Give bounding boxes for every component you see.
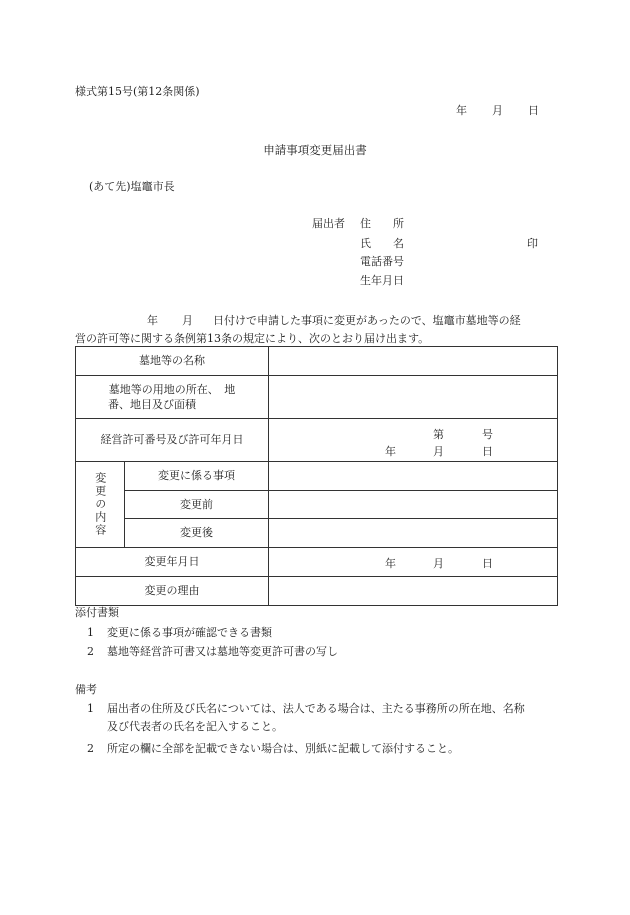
attachment-item	[87, 627, 272, 638]
location-field[interactable]	[269, 376, 558, 419]
date-month-label: 月	[492, 104, 503, 117]
after-label: 変更後	[125, 519, 269, 548]
permit-label: 経営許可番号及び許可年月日	[76, 419, 269, 462]
intro-line1: 日付けで申請した事項に変更があったので、塩竈市墓地等の経	[213, 314, 521, 327]
note-line2: 及び代表者の氏名を記入すること。	[107, 720, 283, 733]
applicant-address-label: 住 所	[360, 217, 404, 230]
attachments-title: 添付書類	[75, 606, 119, 619]
change-item-label: 変更に係る事項	[125, 462, 269, 491]
addressee: (あて先)塩竈市長	[89, 180, 175, 193]
intro-year: 年	[147, 314, 158, 327]
attachment-item	[87, 646, 338, 657]
date-day-label: 日	[528, 104, 539, 117]
permit-day: 日	[482, 445, 493, 458]
change-item-field[interactable]	[269, 462, 558, 491]
permit-go: 号	[482, 428, 493, 441]
permit-month: 月	[433, 445, 444, 458]
before-field[interactable]	[269, 491, 558, 519]
document-title: 申請事項変更届出書	[263, 143, 367, 157]
note-item	[87, 740, 557, 758]
change-date-month: 月	[433, 557, 444, 570]
reason-label: 変更の理由	[76, 577, 269, 606]
applicant-label: 届出者	[312, 217, 345, 230]
facility-name-label: 墓地等の名称	[76, 347, 269, 376]
note-item	[87, 700, 557, 736]
intro-paragraph	[75, 312, 555, 348]
facility-name-field[interactable]	[269, 347, 558, 376]
note-num: 1	[87, 702, 94, 715]
seal-mark: 印	[527, 237, 538, 250]
change-date-field[interactable]	[269, 548, 558, 577]
attachment-num: 2	[87, 645, 94, 658]
date-year-label: 年	[456, 104, 467, 117]
form-number: 様式第15号(第12条関係)	[75, 85, 200, 98]
note-line1: 届出者の住所及び氏名については、法人である場合は、主たる事務所の所在地、名称	[107, 702, 525, 715]
applicant-phone-label: 電話番号	[360, 255, 404, 268]
change-date-day: 日	[482, 557, 493, 570]
intro-month: 月	[182, 314, 193, 327]
applicant-birthdate-label: 生年月日	[360, 274, 404, 287]
location-label-line1: 墓地等の用地の所在、 地	[108, 382, 236, 396]
after-field[interactable]	[269, 519, 558, 548]
change-notice-table	[75, 346, 558, 606]
attachment-text: 変更に係る事項が確認できる書類	[107, 626, 272, 639]
attachment-num: 1	[87, 626, 94, 639]
permit-field[interactable]	[269, 419, 558, 462]
location-label	[76, 376, 269, 419]
intro-line2: 営の許可等に関する条例第13条の規定により、次のとおり届け出ます。	[75, 332, 430, 345]
applicant-name-label: 氏 名	[360, 237, 404, 250]
note-num: 2	[87, 742, 94, 755]
before-label: 変更前	[125, 491, 269, 519]
change-content-label: 変更の内容	[93, 472, 107, 537]
change-date-year: 年	[385, 557, 396, 570]
change-date-label: 変更年月日	[76, 548, 269, 577]
reason-field[interactable]	[269, 577, 558, 606]
permit-dai: 第	[433, 428, 444, 441]
location-label-line2: 番、地目及び面積	[108, 398, 196, 411]
change-content-label-cell	[76, 462, 125, 548]
attachment-text: 墓地等経営許可書又は墓地等変更許可書の写し	[107, 645, 338, 658]
permit-year: 年	[385, 445, 396, 458]
note-line1: 所定の欄に全部を記載できない場合は、別紙に記載して添付すること。	[107, 742, 459, 755]
notes-title: 備考	[75, 683, 97, 696]
